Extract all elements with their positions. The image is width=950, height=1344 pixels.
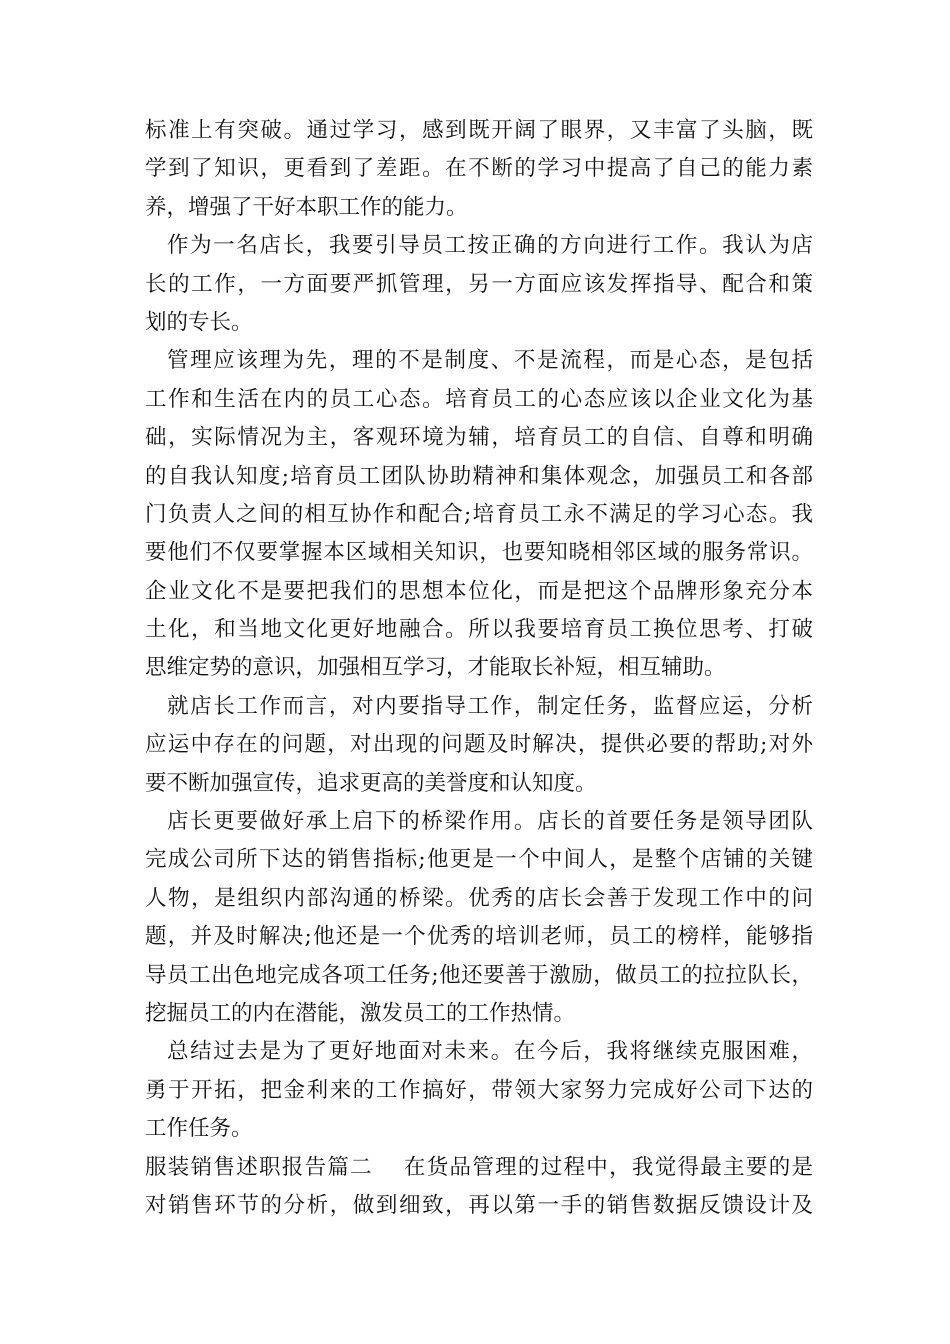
text-line: 门负责人之间的相互协作和配合;培育员工永不满足的学习心态。我 — [145, 501, 813, 527]
text-line: 服装销售述职报告篇二 在货品管理的过程中，我觉得最主要的是 — [145, 1154, 813, 1180]
paragraph — [145, 1149, 813, 1226]
text-line: 础，实际情况为主，客观环境为辅，培育员工的自信、自尊和明确 — [145, 425, 813, 451]
paragraph — [145, 803, 813, 1033]
text-line: 就店长工作而言，对内要指导工作，制定任务，监督应运，分析 — [167, 693, 813, 719]
text-line: 企业文化不是要把我们的思想本位化，而是把这个品牌形象充分本 — [145, 578, 813, 604]
text-line: 思维定势的意识，加强相互学习，才能取长补短，相互辅助。 — [145, 655, 726, 681]
text-line: 工作和生活在内的员工心态。培育员工的心态应该以企业文化为基 — [145, 386, 813, 412]
text-line: 作为一名店长，我要引导员工按正确的方向进行工作。我认为店 — [167, 233, 813, 259]
text-line: 管理应该理为先，理的不是制度、不是流程，而是心态，是包括 — [167, 348, 813, 374]
text-line: 完成公司所下达的销售指标;他更是一个中间人，是整个店铺的关键 — [145, 847, 813, 873]
text-line: 工作任务。 — [145, 1116, 253, 1142]
text-line: 题，并及时解决;他还是一个优秀的培训老师，员工的榜样，能够指 — [145, 924, 813, 950]
text-line: 总结过去是为了更好地面对未来。在今后，我将继续克服困难， — [167, 1039, 813, 1065]
paragraph — [145, 342, 813, 688]
text-line: 应运中存在的问题，对出现的问题及时解决，提供必要的帮助;对外 — [145, 732, 813, 758]
text-line: 养，增强了干好本职工作的能力。 — [145, 194, 468, 220]
text-line: 要不断加强宣传，追求更高的美誉度和认知度。 — [145, 770, 597, 796]
text-line: 挖掘员工的内在潜能，激发员工的工作热情。 — [145, 1000, 576, 1026]
text-line: 学到了知识，更看到了差距。在不断的学习中提高了自己的能力素 — [145, 156, 813, 182]
text-line: 的自我认知度;培育员工团队协助精神和集体观念，加强员工和各部 — [145, 463, 813, 489]
text-line: 标准上有突破。通过学习，感到既开阔了眼界，又丰富了头脑，既 — [145, 118, 813, 143]
paragraph — [145, 112, 813, 227]
text-line: 店长更要做好承上启下的桥梁作用。店长的首要任务是领导团队 — [167, 809, 813, 835]
text-line: 勇于开拓，把金利来的工作搞好，带领大家努力完成好公司下达的 — [145, 1077, 813, 1103]
text-line: 人物，是组织内部沟通的桥梁。优秀的店长会善于发现工作中的问 — [145, 885, 813, 911]
text-line: 导员工出色地完成各项工任务;他还要善于激励，做员工的拉拉队长， — [145, 962, 813, 988]
text-line: 对销售环节的分析，做到细致，再以第一手的销售数据反馈设计及 — [145, 1192, 813, 1218]
paragraph — [145, 1033, 813, 1148]
paragraph — [145, 227, 813, 342]
text-line: 要他们不仅要掌握本区域相关知识，也要知晓相邻区域的服务常识。 — [145, 540, 813, 566]
text-line: 长的工作，一方面要严抓管理，另一方面应该发挥指导、配合和策 — [145, 271, 813, 297]
paragraph — [145, 688, 813, 803]
text-line: 划的专长。 — [145, 309, 253, 335]
document-body — [145, 112, 813, 1225]
text-line: 土化，和当地文化更好地融合。所以我要培育员工换位思考、打破 — [145, 617, 813, 643]
